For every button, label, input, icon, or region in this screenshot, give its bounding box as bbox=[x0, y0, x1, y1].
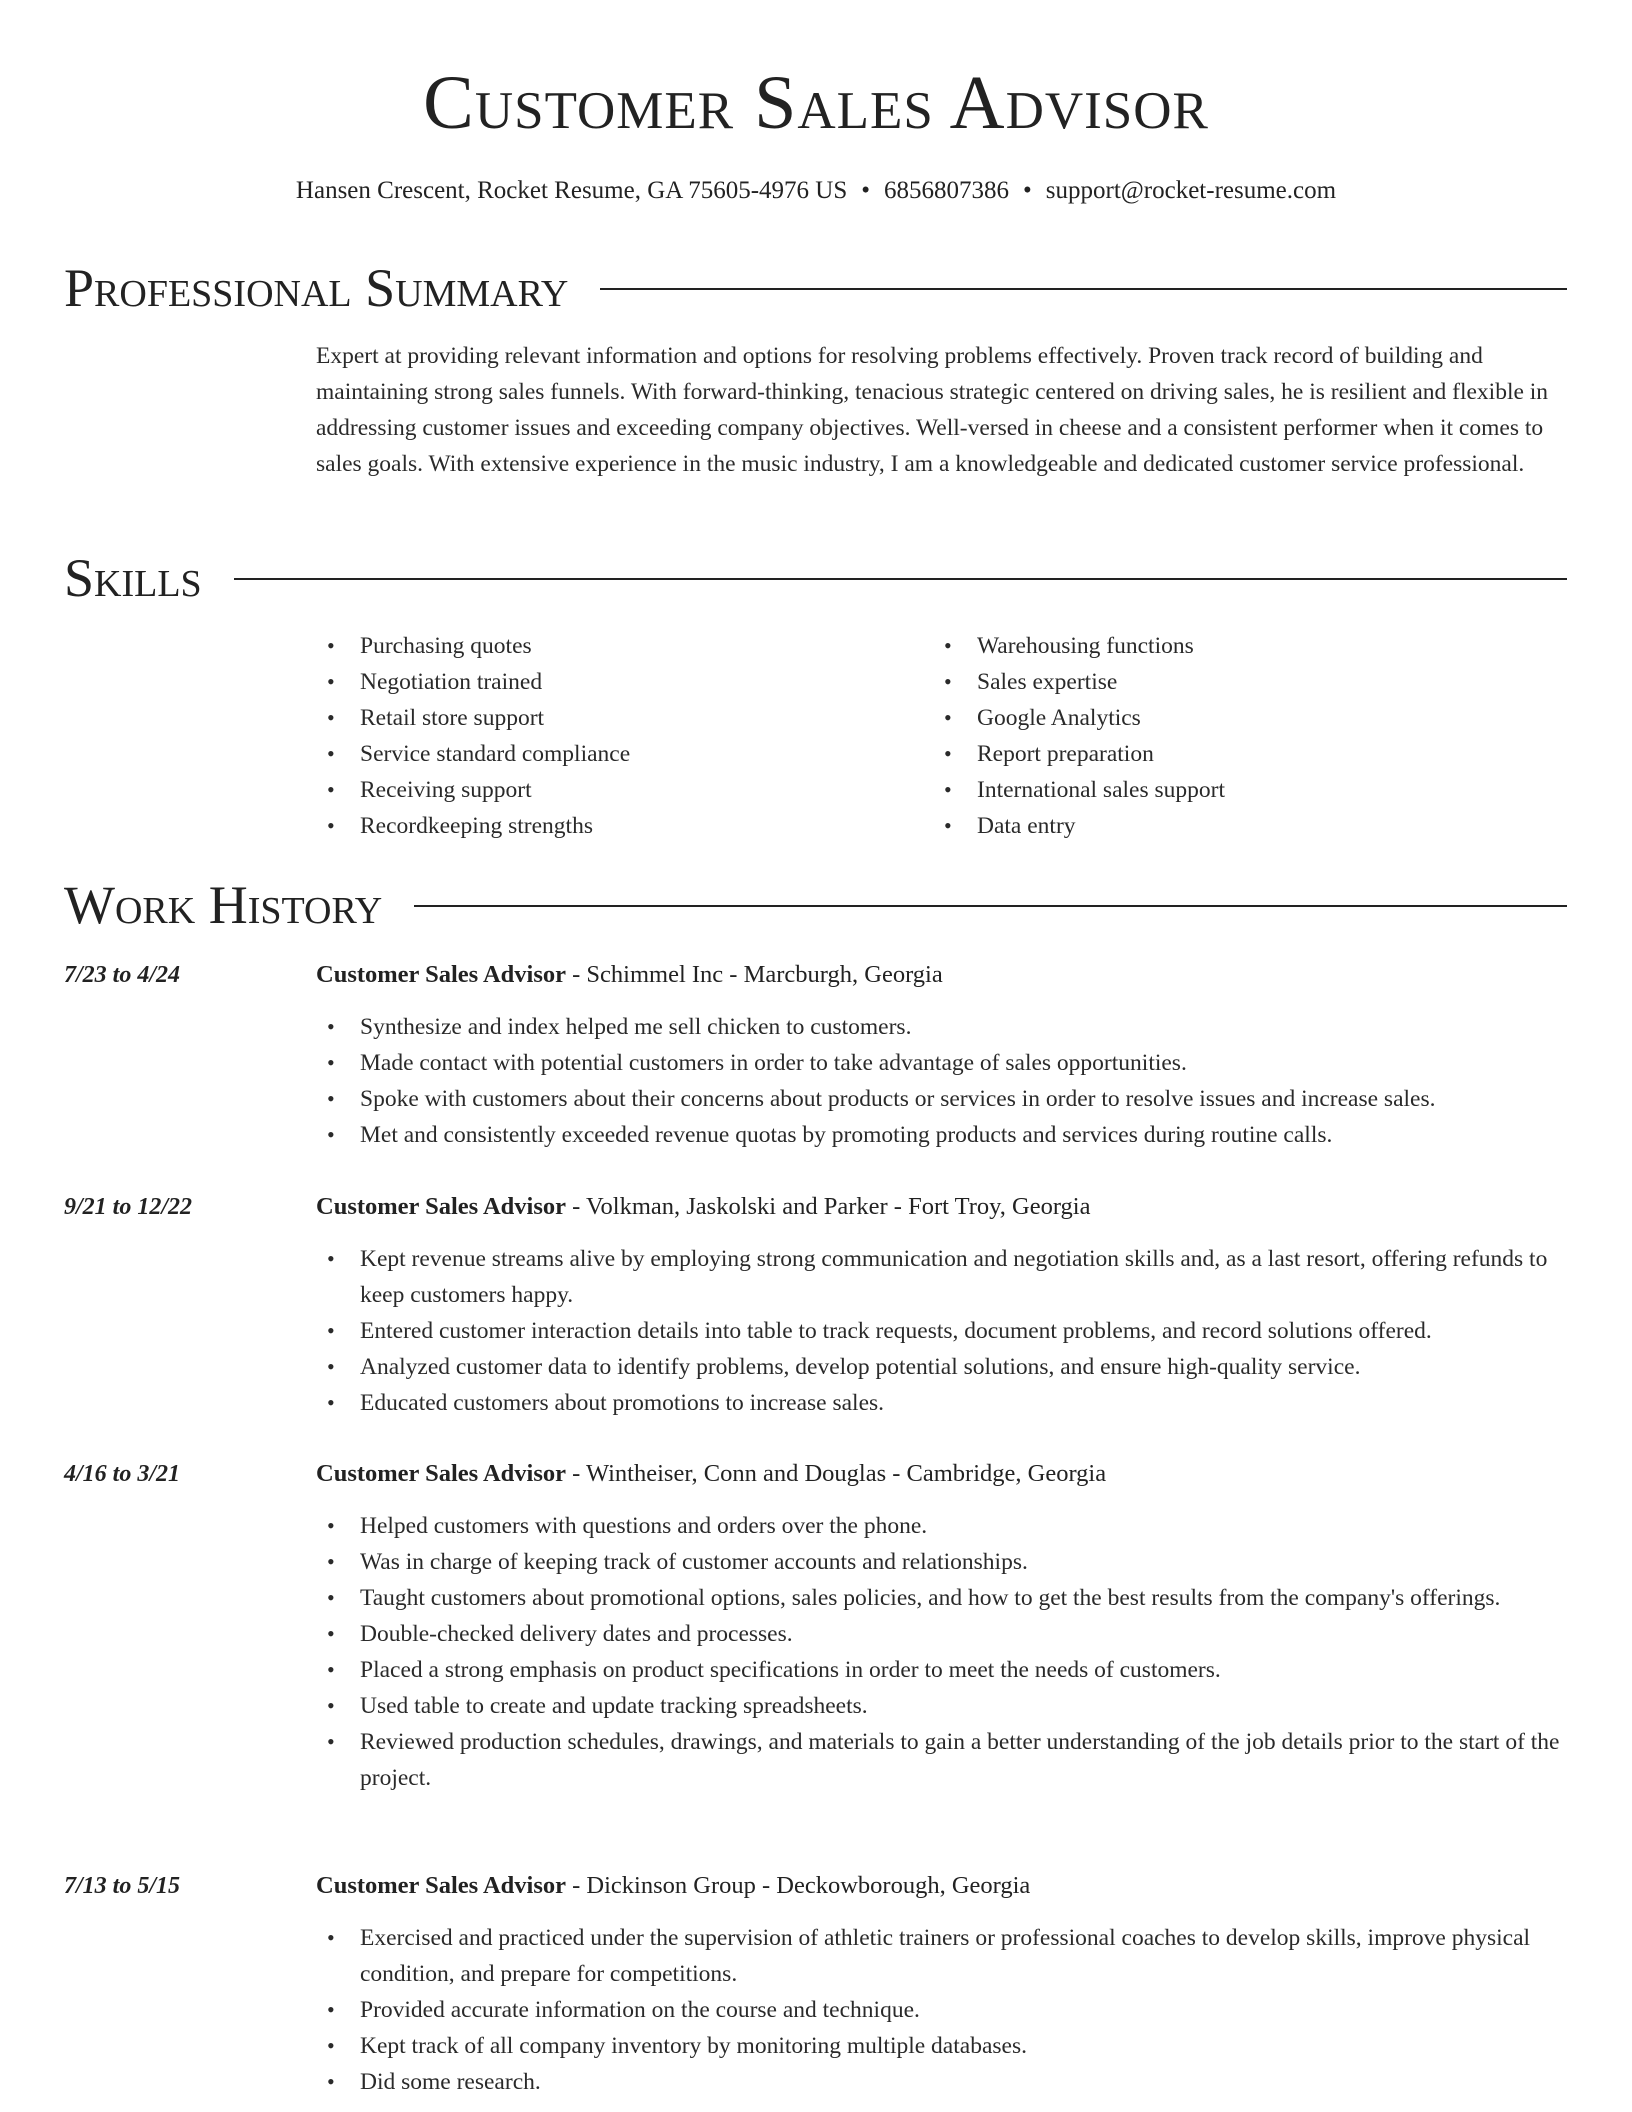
job-role: Customer Sales Advisor bbox=[316, 1193, 567, 1220]
job-bullet-list bbox=[316, 1508, 1571, 1796]
section-divider bbox=[600, 288, 1567, 290]
job-bullet-list bbox=[316, 1241, 1571, 1421]
job-bullet: • Met and consistently exceeded revenue quotas by promoting products and services during routine calls. bbox=[316, 1117, 1571, 1153]
job-bullet: • Spoke with customers about their concerns about products or services in order to resolve issues and increase sales. bbox=[316, 1081, 1571, 1117]
job-role: Customer Sales Advisor bbox=[316, 1872, 567, 1899]
skills-section-header bbox=[64, 548, 1567, 608]
section-divider bbox=[234, 578, 1567, 580]
job-bullet: • Was in charge of keeping track of customer accounts and relationships. bbox=[316, 1544, 1571, 1580]
skill-item: • Service standard compliance bbox=[316, 736, 876, 772]
skills-list-right bbox=[933, 628, 1533, 844]
job-bullet: • Double-checked delivery dates and processes. bbox=[316, 1616, 1571, 1652]
job-title-line bbox=[316, 957, 1571, 993]
skills-list-left bbox=[316, 628, 876, 844]
work-section-header bbox=[64, 875, 1567, 935]
job-title-line bbox=[316, 1868, 1571, 1904]
job-bullet: • Taught customers about promotional options, sales policies, and how to get the best results from the company's offerings. bbox=[316, 1580, 1571, 1616]
contact-phone: 6856807386 bbox=[884, 177, 1009, 204]
resume-name: Customer Sales Advisor bbox=[423, 61, 1209, 145]
job-bullet: • Did some research. bbox=[316, 2064, 1571, 2100]
job-bullet: • Helped customers with questions and orders over the phone. bbox=[316, 1508, 1571, 1544]
job-dates: 9/21 to 12/22 bbox=[64, 1194, 193, 1220]
job-dates: 7/23 to 4/24 bbox=[64, 962, 181, 988]
skill-item: • Negotiation trained bbox=[316, 664, 876, 700]
skill-item: • Data entry bbox=[933, 808, 1533, 844]
skill-item: • Purchasing quotes bbox=[316, 628, 876, 664]
job-role: Customer Sales Advisor bbox=[316, 961, 567, 988]
job-bullet: • Entered customer interaction details into table to track requests, document problems, and record solutions offered. bbox=[316, 1313, 1571, 1349]
job-dates: 4/16 to 3/21 bbox=[64, 1461, 181, 1487]
summary-text: Expert at providing relevant information and options for resolving problems effectively. Proven track record of building and maintaining strong sales funnels. With forward-thinking, tenacious strategic centered on driving sales, he is resilient and flexible in addressing customer issues and exceeding company objectives. Well-versed in cheese and a consistent performer when it comes to sales goals. With extensive experience in the music industry, I am a knowledgeable and dedicated customer service professional. bbox=[316, 343, 1549, 477]
job-bullet-list bbox=[316, 1009, 1571, 1153]
job-employer-location: - Dickinson Group - Deckowborough, Georgia bbox=[566, 1872, 1031, 1899]
skill-item: • Warehousing functions bbox=[933, 628, 1533, 664]
contact-email: support@rocket-resume.com bbox=[1045, 177, 1337, 204]
job-dates: 7/13 to 5/15 bbox=[64, 1873, 181, 1899]
job-employer-location: - Wintheiser, Conn and Douglas - Cambridge, Georgia bbox=[566, 1460, 1107, 1487]
job-bullet: • Exercised and practiced under the supervision of athletic trainers or professional coaches to develop skills, improve physical condition, and prepare for competitions. bbox=[316, 1920, 1571, 1992]
job-bullet: • Placed a strong emphasis on product specifications in order to meet the needs of customers. bbox=[316, 1652, 1571, 1688]
skills-section-title: Skills bbox=[64, 548, 202, 608]
job-employer-location: - Schimmel Inc - Marcburgh, Georgia bbox=[566, 961, 943, 988]
skill-item: • Retail store support bbox=[316, 700, 876, 736]
summary-section-title: Professional Summary bbox=[64, 258, 569, 318]
job-bullet: • Analyzed customer data to identify problems, develop potential solutions, and ensure high-quality service. bbox=[316, 1349, 1571, 1385]
skill-item: • Google Analytics bbox=[933, 700, 1533, 736]
skill-item: • Receiving support bbox=[316, 772, 876, 808]
summary-section-header bbox=[64, 258, 1567, 318]
job-role: Customer Sales Advisor bbox=[316, 1460, 567, 1487]
job-bullet: • Provided accurate information on the course and technique. bbox=[316, 1992, 1571, 2028]
job-bullet: • Kept revenue streams alive by employing strong communication and negotiation skills and, as a last resort, offering refunds to keep customers happy. bbox=[316, 1241, 1571, 1313]
contact-separator: • bbox=[1023, 177, 1032, 204]
job-title-line bbox=[316, 1189, 1571, 1225]
skill-item: • Recordkeeping strengths bbox=[316, 808, 876, 844]
contact-separator: • bbox=[861, 177, 870, 204]
job-bullet: • Kept track of all company inventory by monitoring multiple databases. bbox=[316, 2028, 1571, 2064]
skill-item: • Sales expertise bbox=[933, 664, 1533, 700]
contact-address: Hansen Crescent, Rocket Resume, GA 75605-4976 US bbox=[295, 177, 848, 204]
job-bullet: • Used table to create and update tracking spreadsheets. bbox=[316, 1688, 1571, 1724]
job-title-line bbox=[316, 1456, 1571, 1492]
job-bullet-list bbox=[316, 1920, 1571, 2100]
contact-line bbox=[0, 174, 1632, 208]
job-bullet: • Educated customers about promotions to increase sales. bbox=[316, 1385, 1571, 1421]
job-employer-location: - Volkman, Jaskolski and Parker - Fort Troy, Georgia bbox=[566, 1193, 1091, 1220]
section-divider bbox=[414, 905, 1567, 907]
skill-item: • International sales support bbox=[933, 772, 1533, 808]
job-bullet: • Synthesize and index helped me sell chicken to customers. bbox=[316, 1009, 1571, 1045]
job-bullet: • Made contact with potential customers in order to take advantage of sales opportunities. bbox=[316, 1045, 1571, 1081]
work-section-title: Work History bbox=[64, 875, 383, 935]
job-bullet: • Reviewed production schedules, drawings, and materials to gain a better understanding of the job details prior to the start of the project. bbox=[316, 1724, 1571, 1796]
skill-item: • Report preparation bbox=[933, 736, 1533, 772]
